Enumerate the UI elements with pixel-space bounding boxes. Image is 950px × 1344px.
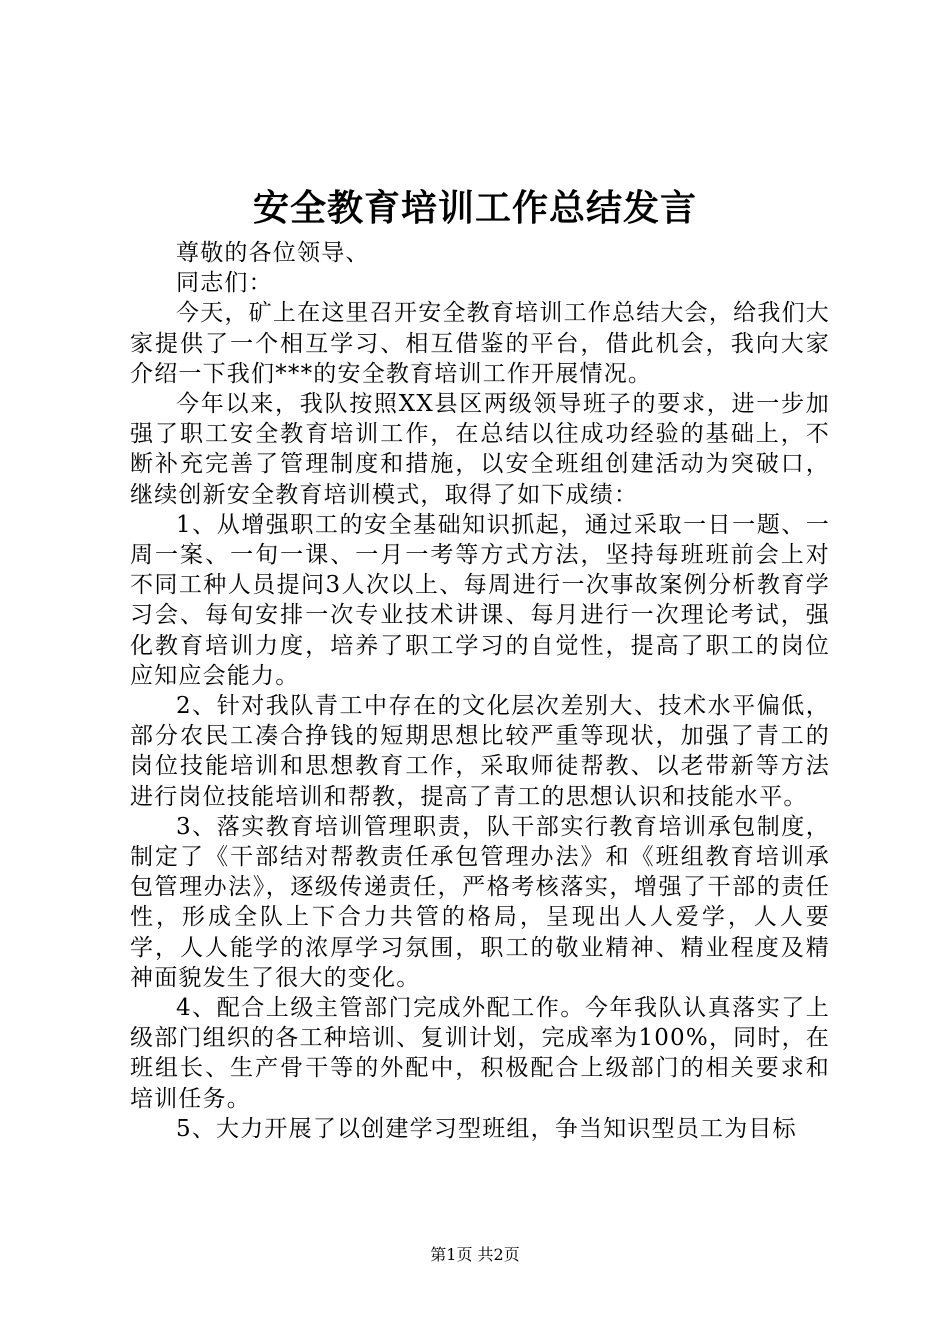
page-footer: 第1页 共2页 [430,1245,520,1264]
salutation-line: 尊敬的各位领导、 [176,240,370,266]
body-paragraph: 今天，矿上在这里召开安全教育培训工作总结大会，给我们大家提供了一个相互学习、相互借鉴的平台，借此机会，我向大家介绍一下我们***的安全教育培训工作开展情况。 [130,300,830,387]
salutation-line: 同志们： [176,270,273,297]
body-paragraph: 2、针对我队青工中存在的文化层次差别大、技术水平偏低，部分农民工凑合挣钱的短期思想比较严重等现状，加强了青工的岗位技能培训和思想教育工作，采取师徒帮教、以老带新等方法进行岗位技能培训和帮教，提高了青工的思想认识和技能水平。 [130,693,830,810]
document-title: 安全教育培训工作总结发言 [252,187,697,229]
body-paragraph: 今年以来，我队按照XX县区两级领导班子的要求，进一步加强了职工安全教育培训工作，在总结以往成功经验的基础上，不断补充完善了管理制度和措施，以安全班组创建活动为突破口，继续创新安全教育培训模式，取得了如下成绩： [130,391,830,508]
body-paragraph: 5、大力开展了以创建学习型班组，争当知识型员工为目标 [176,1115,797,1142]
body-paragraph: 1、从增强职工的安全基础知识抓起，通过采取一日一题、一周一案、一旬一课、一月一考等方式方法，坚持每班班前会上对不同工种人员提问3人次以上、每周进行一次事故案例分析教育学习会、每旬安排一次专业技术讲课、每月进行一次理论考试，强化教育培训力度，培养了职工学习的自觉性，提高了职工的岗位应知应会能力。 [130,511,830,689]
document-body [130,238,830,1144]
body-paragraph: 4、配合上级主管部门完成外配工作。今年我队认真落实了上级部门组织的各工种培训、复训计划，完成率为100%，同时，在班组长、生产骨干等的外配中，积极配合上级部门的相关要求和培训任务。 [130,995,830,1112]
body-paragraph: 3、落实教育培训管理职责，队干部实行教育培训承包制度，制定了《干部结对帮教责任承包管理办法》和《班组教育培训承包管理办法》，逐级传递责任，严格考核落实，增强了干部的责任性，形成全队上下合力共管的格局，呈现出人人爱学，人人要学，人人能学的浓厚学习氛围，职工的敬业精神、精业程度及精神面貌发生了很大的变化。 [130,813,830,991]
